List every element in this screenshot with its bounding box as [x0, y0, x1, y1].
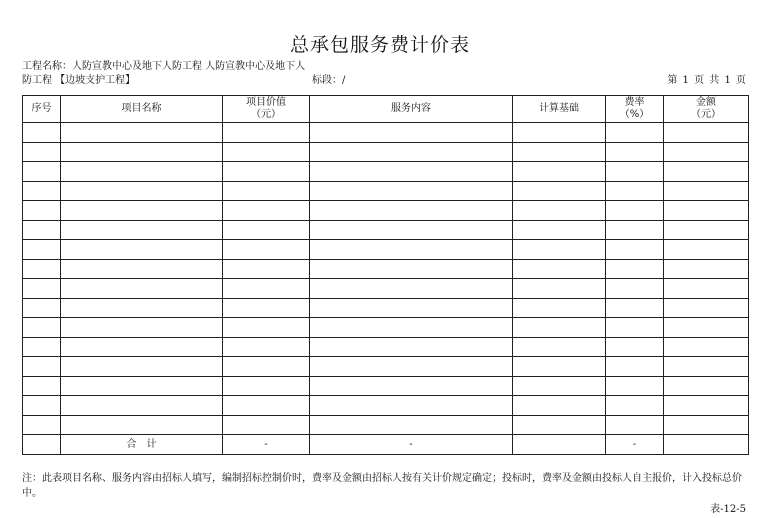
table-cell — [61, 318, 223, 338]
table-cell — [23, 220, 61, 240]
table-cell — [606, 415, 664, 435]
header-rate-unit: （%） — [619, 109, 650, 120]
table-cell — [513, 298, 606, 318]
table-cell — [23, 259, 61, 279]
header-row — [23, 96, 749, 123]
table-cell — [513, 220, 606, 240]
total-index-cell — [23, 435, 61, 455]
service-fee-table — [22, 95, 749, 455]
table-cell — [310, 162, 513, 182]
table-cell — [61, 181, 223, 201]
table-cell — [23, 298, 61, 318]
table-cell — [664, 201, 749, 221]
table-cell — [223, 123, 310, 143]
table-row — [23, 279, 749, 299]
table-cell — [513, 181, 606, 201]
table-row — [23, 240, 749, 260]
table-cell — [61, 337, 223, 357]
table-cell — [664, 357, 749, 377]
table-cell — [61, 220, 223, 240]
total-row — [23, 435, 749, 455]
table-row — [23, 298, 749, 318]
table-cell — [310, 259, 513, 279]
table-cell — [606, 181, 664, 201]
total-rate: - — [606, 435, 664, 455]
table-cell — [61, 415, 223, 435]
table-row — [23, 201, 749, 221]
table-cell — [61, 279, 223, 299]
table-cell — [223, 279, 310, 299]
table-row — [23, 337, 749, 357]
table-cell — [513, 318, 606, 338]
table-cell — [310, 357, 513, 377]
project-name: 工程名称：人防宣教中心及地下人防工程 人防宣教中心及地下人防工程 【边坡支护工程】 — [22, 61, 306, 86]
table-cell — [223, 162, 310, 182]
table-cell — [606, 298, 664, 318]
table-cell — [606, 279, 664, 299]
table-cell — [513, 396, 606, 416]
table-cell — [513, 279, 606, 299]
form-number: 表-12-5 — [710, 504, 746, 515]
table-cell — [223, 142, 310, 162]
table-row — [23, 162, 749, 182]
table-cell — [223, 376, 310, 396]
table-cell — [310, 220, 513, 240]
table-cell — [664, 376, 749, 396]
table-cell — [513, 240, 606, 260]
table-cell — [23, 162, 61, 182]
table-row — [23, 318, 749, 338]
table-row — [23, 259, 749, 279]
table-cell — [61, 396, 223, 416]
table-cell — [513, 259, 606, 279]
table-cell — [606, 240, 664, 260]
table-cell — [223, 181, 310, 201]
table-row — [23, 220, 749, 240]
table-cell — [61, 298, 223, 318]
table-cell — [310, 181, 513, 201]
table-cell — [61, 376, 223, 396]
table-cell — [310, 298, 513, 318]
table-cell — [310, 415, 513, 435]
table-cell — [310, 337, 513, 357]
table-cell — [61, 259, 223, 279]
header-value: 项目价值 （元） — [223, 96, 310, 123]
table-cell — [606, 337, 664, 357]
table-row — [23, 142, 749, 162]
table-cell — [23, 357, 61, 377]
header-amount-unit: （元） — [691, 109, 721, 120]
table-cell — [606, 201, 664, 221]
table-cell — [310, 201, 513, 221]
table-row — [23, 123, 749, 143]
table-cell — [23, 396, 61, 416]
table-cell — [606, 318, 664, 338]
table-cell — [664, 142, 749, 162]
table-cell — [61, 357, 223, 377]
total-service: - — [310, 435, 513, 455]
table-cell — [664, 318, 749, 338]
table-cell — [23, 415, 61, 435]
table-cell — [606, 123, 664, 143]
table-cell — [310, 396, 513, 416]
table-cell — [664, 240, 749, 260]
table-cell — [23, 376, 61, 396]
table-cell — [664, 396, 749, 416]
table-cell — [223, 318, 310, 338]
table-cell — [513, 337, 606, 357]
table-cell — [61, 162, 223, 182]
table-cell — [606, 259, 664, 279]
table-cell — [223, 415, 310, 435]
table-cell — [513, 162, 606, 182]
table-cell — [513, 123, 606, 143]
table-cell — [61, 123, 223, 143]
table-cell — [513, 201, 606, 221]
table-cell — [606, 142, 664, 162]
table-cell — [223, 201, 310, 221]
table-cell — [223, 337, 310, 357]
total-amount — [664, 435, 749, 455]
table-cell — [223, 220, 310, 240]
table-cell — [310, 318, 513, 338]
table-cell — [23, 337, 61, 357]
table-cell — [23, 142, 61, 162]
table-cell — [61, 201, 223, 221]
table-row — [23, 181, 749, 201]
table-cell — [664, 181, 749, 201]
footnote: 注：此表项目名称、服务内容由招标人填写，编制招标控制价时，费率及金额由招标人按有关计价规定确定；投标时，费率及金额由投标人自主报价，计入投标总价中。 — [22, 473, 742, 499]
table-cell — [664, 259, 749, 279]
table-cell — [61, 142, 223, 162]
header-value-unit: （元） — [251, 109, 281, 120]
table-cell — [23, 181, 61, 201]
table-cell — [664, 123, 749, 143]
table-cell — [223, 298, 310, 318]
table-cell — [61, 240, 223, 260]
table-cell — [223, 240, 310, 260]
table-cell — [310, 142, 513, 162]
table-cell — [310, 240, 513, 260]
table-row — [23, 376, 749, 396]
table-cell — [513, 376, 606, 396]
table-cell — [23, 318, 61, 338]
table-cell — [513, 357, 606, 377]
table-cell — [23, 240, 61, 260]
table-cell — [606, 220, 664, 240]
header-index: 序号 — [23, 96, 61, 123]
table-row — [23, 357, 749, 377]
header-amount: 金额 （元） — [664, 96, 749, 123]
header-service: 服务内容 — [310, 96, 513, 123]
table-cell — [664, 162, 749, 182]
table-cell — [664, 220, 749, 240]
table-cell — [606, 162, 664, 182]
table-cell — [513, 142, 606, 162]
section-label: 标段：/ — [312, 75, 346, 86]
table-cell — [664, 279, 749, 299]
table-cell — [664, 415, 749, 435]
table-cell — [606, 357, 664, 377]
total-basis — [513, 435, 606, 455]
table-cell — [223, 396, 310, 416]
table-row — [23, 396, 749, 416]
table-cell — [223, 357, 310, 377]
table-cell — [23, 123, 61, 143]
header-name: 项目名称 — [61, 96, 223, 123]
table-cell — [310, 376, 513, 396]
header-basis: 计算基础 — [513, 96, 606, 123]
table-cell — [23, 279, 61, 299]
table-cell — [664, 337, 749, 357]
header-rate: 费率 （%） — [606, 96, 664, 123]
table-cell — [606, 376, 664, 396]
table-cell — [664, 298, 749, 318]
table-cell — [223, 259, 310, 279]
table-cell — [310, 279, 513, 299]
table-row — [23, 415, 749, 435]
table-cell — [310, 123, 513, 143]
table-cell — [513, 415, 606, 435]
table-cell — [23, 201, 61, 221]
page-info: 第 1 页 共 1 页 — [667, 75, 746, 86]
total-value: - — [223, 435, 310, 455]
table-cell — [606, 396, 664, 416]
total-label: 合 计 — [61, 435, 223, 455]
page-title: 总承包服务费计价表 — [289, 34, 470, 56]
